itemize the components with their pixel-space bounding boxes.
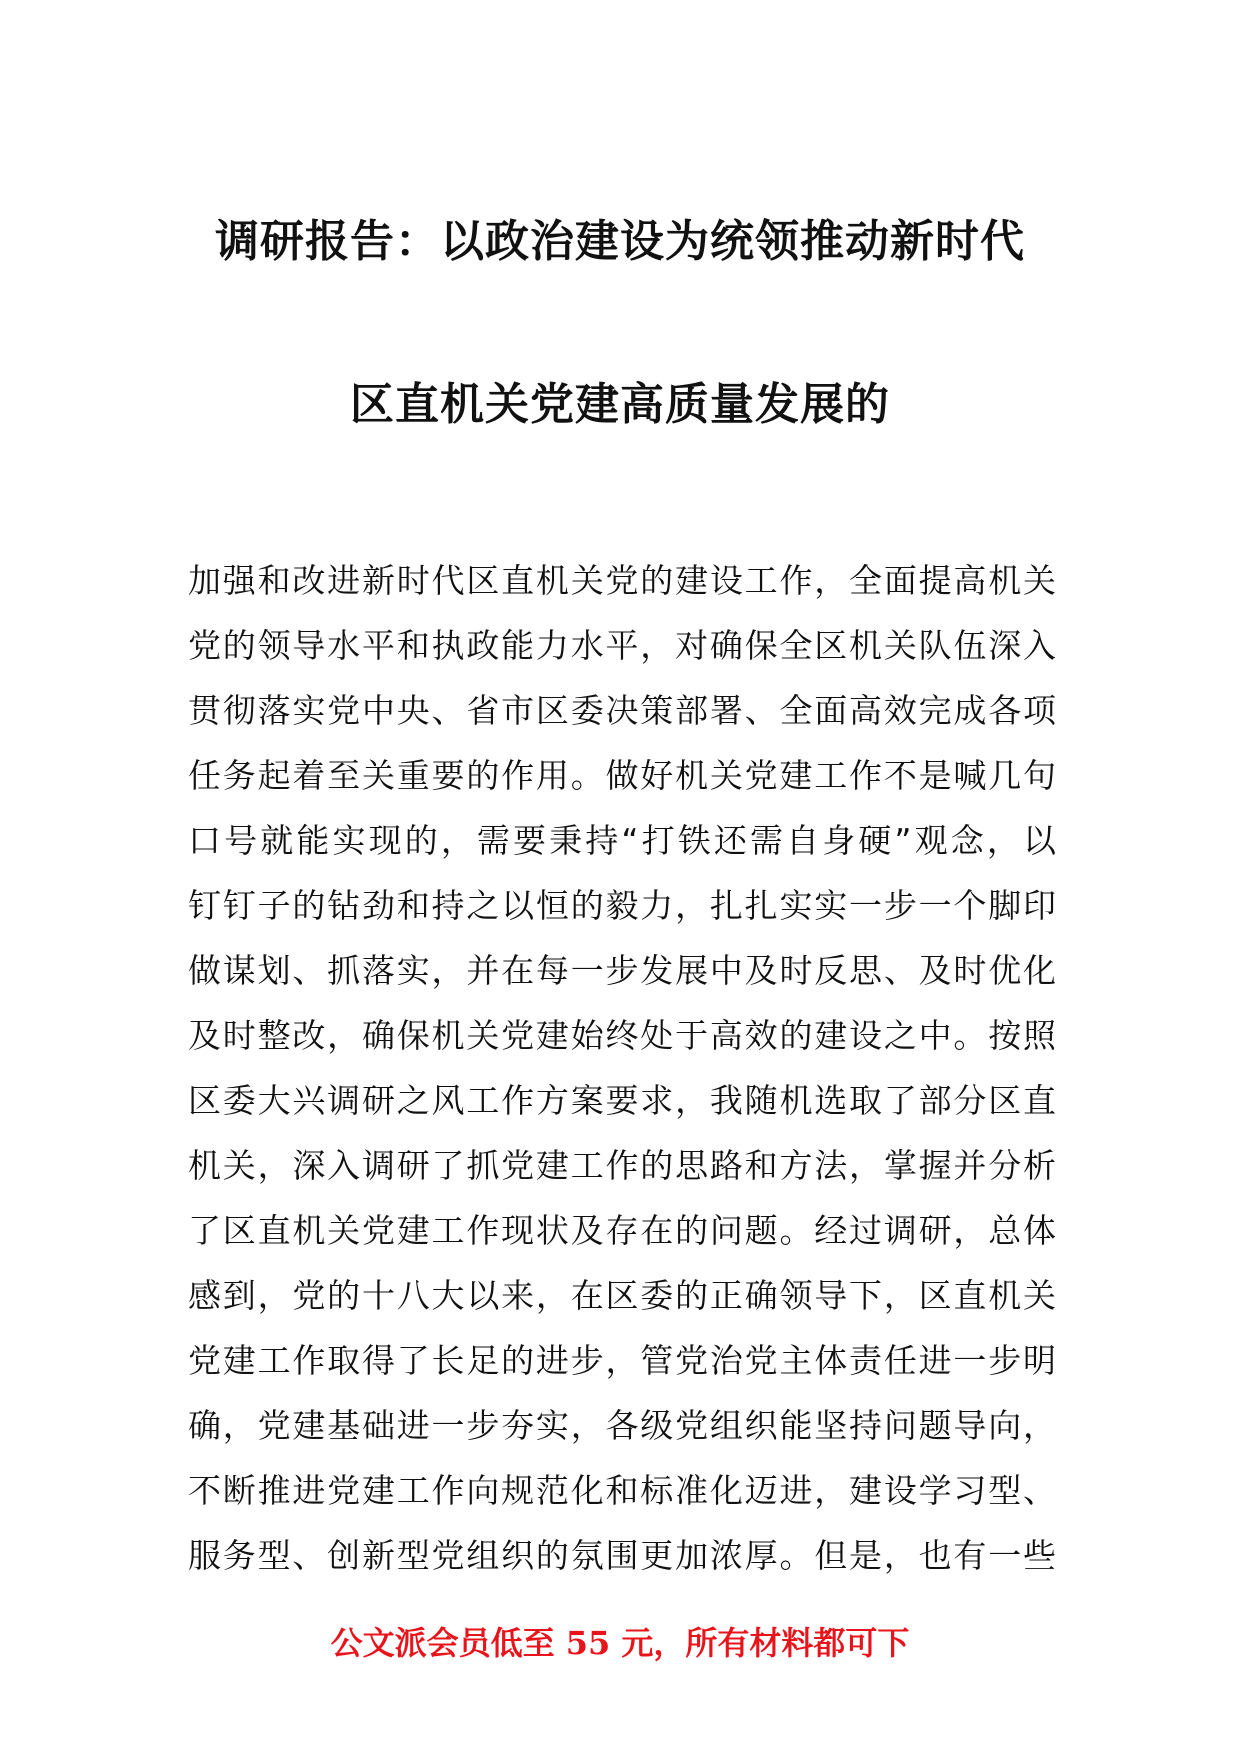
document-body xyxy=(188,548,1056,1588)
body-line: 加强和改进新时代区直机关党的建设工作，全面提高机关 xyxy=(188,561,1056,600)
body-line: 服务型、创新型党组织的氛围更加浓厚。但是，也有一些 xyxy=(188,1536,1056,1575)
body-line: 了区直机关党建工作现状及存在的问题。经过调研，总体 xyxy=(188,1211,1056,1250)
body-line: 及时整改，确保机关党建始终处于高效的建设之中。按照 xyxy=(188,1016,1056,1055)
body-line: 钉钉子的钻劲和持之以恒的毅力，扎扎实实一步一个脚印 xyxy=(188,886,1056,925)
body-line: 区委大兴调研之风工作方案要求，我随机选取了部分区直 xyxy=(188,1081,1056,1120)
body-line: 贯彻落实党中央、省市区委决策部署、全面高效完成各项 xyxy=(188,691,1056,730)
body-line: 机关，深入调研了抓党建工作的思路和方法，掌握并分析 xyxy=(188,1146,1056,1185)
body-line: 口号就能实现的，需要秉持“打铁还需自身硬”观念，以 xyxy=(188,821,1056,860)
document-title-line-2: 区直机关党建高质量发展的 xyxy=(350,379,890,430)
body-line: 党的领导水平和执政能力水平，对确保全区机关队伍深入 xyxy=(188,626,1056,665)
body-line: 确，党建基础进一步夯实，各级党组织能坚持问题导向， xyxy=(188,1406,1056,1445)
document-title-line-1: 调研报告：以政治建设为统领推动新时代 xyxy=(215,216,1025,267)
body-line: 感到，党的十八大以来，在区委的正确领导下，区直机关 xyxy=(188,1276,1056,1315)
body-line: 任务起着至关重要的作用。做好机关党建工作不是喊几句 xyxy=(188,756,1056,795)
body-line: 做谋划、抓落实，并在每一步发展中及时反思、及时优化 xyxy=(188,951,1056,990)
body-line: 不断推进党建工作向规范化和标准化迈进，建设学习型、 xyxy=(188,1471,1056,1510)
body-line: 党建工作取得了长足的进步，管党治党主体责任进一步明 xyxy=(188,1341,1056,1380)
membership-promo-note: 公文派会员低至 55 元，所有材料都可下 xyxy=(330,1624,910,1662)
